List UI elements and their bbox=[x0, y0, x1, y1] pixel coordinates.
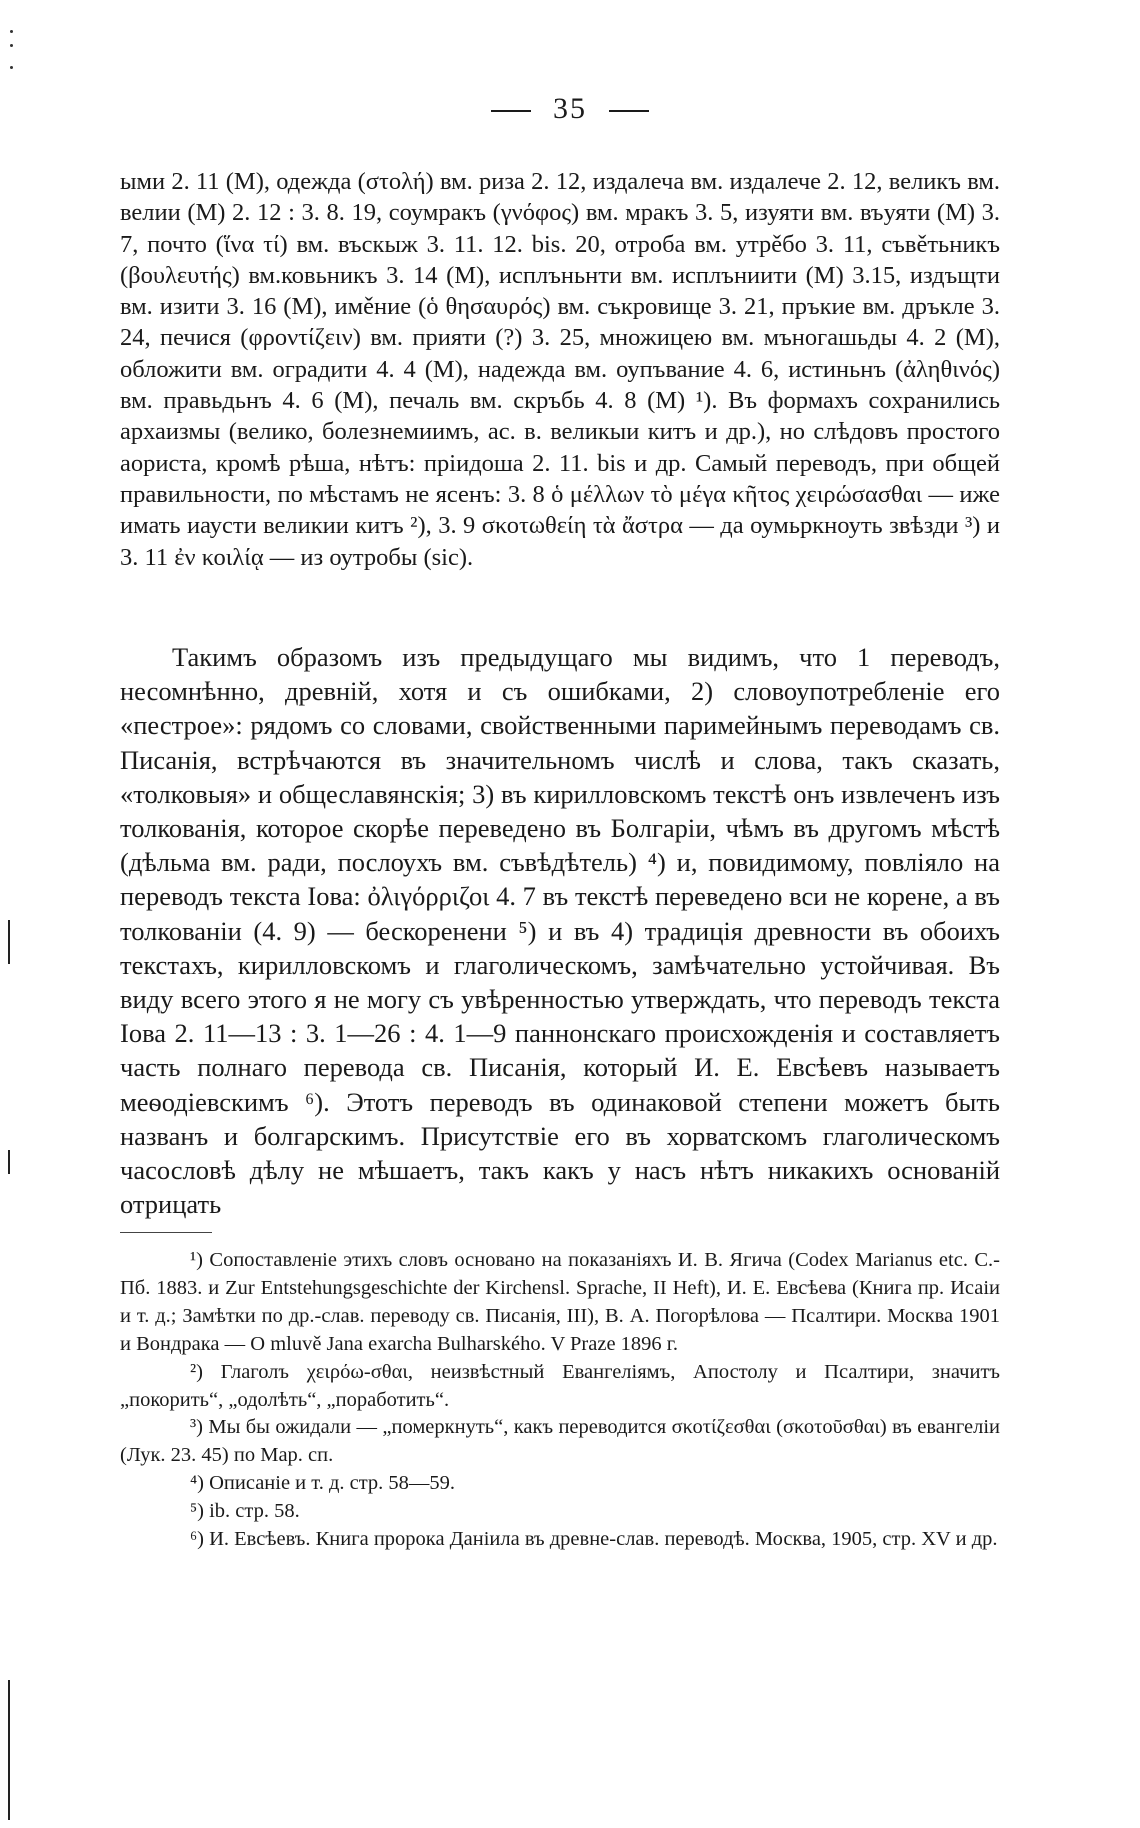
conclusion-paragraph bbox=[120, 640, 1000, 1221]
footnote-3: ³) Мы бы ожидали — „померкнуть“, какъ переводится σκοτίζεσθαι (σκοτοῦσθαι) въ евангеліи (Лук. 23. 45) по Мар. сп. bbox=[120, 1416, 1000, 1467]
margin-scan-mark bbox=[8, 1150, 10, 1174]
margin-scan-mark bbox=[8, 920, 10, 964]
footnote-6: ⁶) И. Евсѣевъ. Книга пророка Даніила въ древне-слав. переводѣ. Москва, 1905, стр. XV и др. bbox=[190, 1528, 998, 1551]
page-number: 35 bbox=[553, 92, 587, 125]
footnote-4: ⁴) Описаніе и т. д. стр. 58—59. bbox=[190, 1472, 456, 1495]
footnote-2: ²) Глаголъ χειρόω-σθαι, неизвѣстный Евангеліямъ, Апостолу и Псалтири, значитъ „покорить“, „одолѣть“, „поработить“. bbox=[120, 1360, 1000, 1411]
footnote-separator bbox=[120, 1232, 212, 1233]
margin-scan-mark bbox=[8, 1680, 10, 1820]
header-dash-left bbox=[491, 110, 531, 112]
lexical-comparison-paragraph bbox=[120, 166, 1000, 573]
header-dash-right bbox=[609, 110, 649, 112]
scan-speck bbox=[10, 66, 13, 69]
footnote-1: ¹) Сопоставленіе этихъ словъ основано на показаніяхъ И. В. Ягича (Codex Marianus etc. С.-Пб. 1883. и Zur Entstehungsgeschichte der Kirchensl. Sprache, II Heft), И. Е. Евсѣева (Книга пр. Исаіи и т. д.; Замѣтки по др.-слав. переводу св. Писанія, III), В. А. Погорѣлова — Псалтири. Москва 1901 и Вондрака — O mluvě Jana exarcha Bulharského. V Praze 1896 г. bbox=[120, 1249, 1000, 1355]
scan-speck bbox=[10, 30, 13, 33]
scan-speck bbox=[10, 44, 13, 47]
page-header bbox=[0, 92, 1140, 126]
body-paragraph-2: Такимъ образомъ изъ предыдущаго мы видимъ, что 1 переводъ, несомнѣнно, древній, хотя и съ ошибками, 2) словоупотребленіе его «пестрое»: рядомъ со словами, свойственными паримейнымъ переводамъ св. Писанія, встрѣчаются въ значительномъ числѣ и слова, такъ сказать, «толковыя» и общеславянскія; 3) въ кирилловскомъ текстѣ онъ извлеченъ изъ толкованія, которое скорѣе переведено въ Болгаріи, чѣмъ въ другомъ мѣстѣ (дѣльма вм. ради, послоухъ вм. съвѣдѣтель) ⁴) и, повидимому, повліяло на переводъ текста Іова: ὀλιγόρριζοι 4. 7 въ текстѣ переведено вси не корене, а въ толкованіи (4. 9) — бескоренени ⁵) и въ 4) традиція древности въ обоихъ текстахъ, кирилловскомъ и глаголическомъ, замѣчательно устойчивая. Въ виду всего этого я не могу съ увѣренностью утверждать, что переводъ текста Іова 2. 11—13 : 3. 1—26 : 4. 1—9 паннонскаго происхожденія и составляетъ часть полнаго перевода св. Писанія, который И. Е. Евсѣевъ называетъ меѳодіевскимъ ⁶). Этотъ переводъ въ одинаковой степени можетъ быть названъ и болгарскимъ. Присутствіе его въ хорватскомъ глаголическомъ часословѣ дѣлу не мѣшаетъ, такъ какъ у насъ нѣтъ никакихъ основаній отрицать bbox=[120, 642, 1000, 1220]
footnotes bbox=[120, 1247, 1000, 1554]
body-paragraph-1: ыми 2. 11 (М), одежда (στολή) вм. риза 2. 12, издалеча вм. издалече 2. 12, великъ вм. велии (М) 2. 12 : 3. 8. 19, соумракъ (γνόφος) вм. мракъ 3. 5, изуяти вм. въуяти (М) 3. 7, почто (ἵνα τί) вм. въскыж 3. 11. 12. bis. 20, отроба вм. утрěбо 3. 11, съвěтьникъ (βουλευτής) вм.ковьникъ 3. 14 (М), исплъньнти вм. исплъниити (М) 3.15, издъщти вм. изити 3. 16 (М), имěние (ὁ θησαυρός) вм. съкровище 3. 21, пръкие вм. дръкле 3. 24, печися (φροντίζειν) вм. прияти (?) 3. 25, множицею вм. мъногашьды 4. 2 (М), обложити вм. оградити 4. 4 (М), надежда вм. оупъвание 4. 6, истиньнъ (ἀληθινός) вм. правьдьнъ 4. 6 (М), печаль вм. скръбь 4. 8 (М) ¹). Въ формахъ сохранились архаизмы (велико, болезнемиимъ, ас. в. великыи китъ и др.), но слѣдовъ простого аориста, кромѣ рѣша, нѣтъ: прiидоша 2. 11. bis и др. Самый переводъ, при общей правильности, по мѣстамъ не ясенъ: 3. 8 ὁ μέλλων τὸ μέγα κῆτος χειρώσασθαι — иже имать иаусти великии китъ ²), 3. 9 σκοτωθείη τὰ ἄστρα — да оумьркноуть звѣзди ³) и 3. 11 ἐν κοιλίᾳ — из оутробы (sic). bbox=[120, 168, 1000, 571]
footnote-5: ⁵) ib. стр. 58. bbox=[190, 1500, 300, 1523]
